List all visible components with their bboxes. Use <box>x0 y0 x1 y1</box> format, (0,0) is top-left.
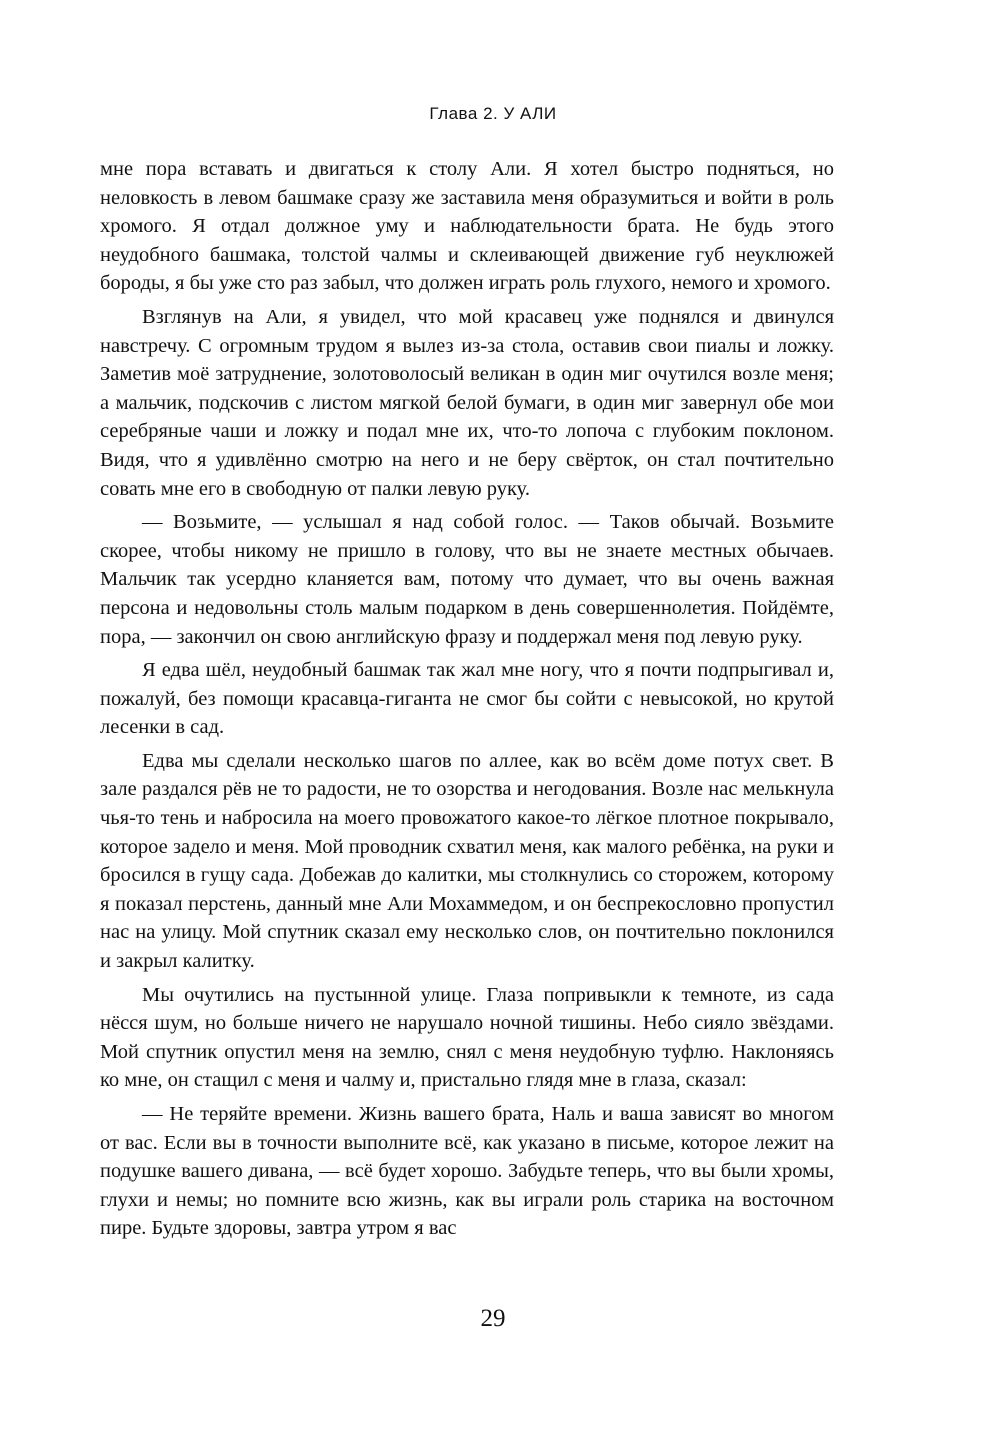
body-text <box>100 155 834 1243</box>
paragraph: Я едва шёл, неудобный башмак так жал мне ногу, что я почти подпрыгивал и, пожалуй, без помощи красавца-гиганта не смог бы сойти с невысокой, но крутой лесенки в сад. <box>100 659 834 739</box>
paragraph: — Не теряйте времени. Жизнь вашего брата, Наль и ваша зависят во многом от вас. Если вы в точности выполните всё, как указано в письме, которое лежит на подушке вашего дивана, — всё будет хорошо. Забудьте теперь, что вы были хромы, глухи и немы; но помните всю жизнь, как вы играли роль старика на восточном пире. Будьте здоровы, завтра утром я вас <box>100 1103 834 1240</box>
page-number: 29 <box>480 1305 506 1332</box>
paragraph: Взглянув на Али, я увидел, что мой красавец уже поднялся и двинулся навстречу. С огромным трудом я вылез из-за стола, оставив свои пиалы и ложку. Заметив моё затруднение, золотоволосый великан в один миг очутился возле меня; а мальчик, подскочив с листом мягкой белой бумаги, в один миг завернул обе мои серебряные чаши и ложку и подал мне их, что-то лопоча с глубоким поклоном. Видя, что я удивлённо смотрю на него и не беру свёрток, он стал почтительно совать мне его в свободную от палки левую руку. <box>100 305 834 500</box>
paragraph: Едва мы сделали несколько шагов по аллее, как во всём доме потух свет. В зале раздался рёв не то радости, не то озорства и негодования. Возле нас мелькнула чья-то тень и набросила на моего провожатого какое-то лёгкое плотное покрывало, которое задело и меня. Мой проводник схватил меня, как малого ребёнка, на руки и бросился в гущу сада. Добежав до калитки, мы столкнулись со сторожем, которому я показал перстень, данный мне Али Мохаммедом, и он беспрекословно пропустил нас на улицу. Мой спутник сказал ему несколько слов, он почтительно поклонился и закрыл калитку. <box>100 749 834 973</box>
paragraph: Мы очутились на пустынной улице. Глаза попривыкли к темноте, из сада нёсся шум, но больше ничего не нарушало ночной тишины. Небо сияло звёздами. Мой спутник опустил меня на землю, снял с меня неудобную туфлю. Наклоняясь ко мне, он стащил с меня и чалму и, пристально глядя мне в глаза, сказал: <box>100 983 834 1092</box>
running-head: Глава 2. У АЛИ <box>429 104 557 123</box>
paragraph: мне пора вставать и двигаться к столу Али. Я хотел быстро подняться, но неловкость в левом башмаке сразу же заставила меня образумиться и войти в роль хромого. Я отдал должное уму и наблюдательности брата. Не будь этого неудобного башмака, толстой чалмы и склеивающей движение губ неуклюжей бороды, я бы уже сто раз забыл, что должен играть роль глухого, немого и хромого. <box>100 158 834 295</box>
paragraph: — Возьмите, — услышал я над собой голос. — Таков обычай. Возьмите скорее, чтобы никому не пришло в голову, что вы не знаете местных обычаев. Мальчик так усердно кланяется вам, потому что думает, что вы очень важная персона и недовольны столь малым подарком в день совершеннолетия. Пойдёмте, пора, — закончил он свою английскую фразу и поддержал меня под левую руку. <box>100 511 834 648</box>
